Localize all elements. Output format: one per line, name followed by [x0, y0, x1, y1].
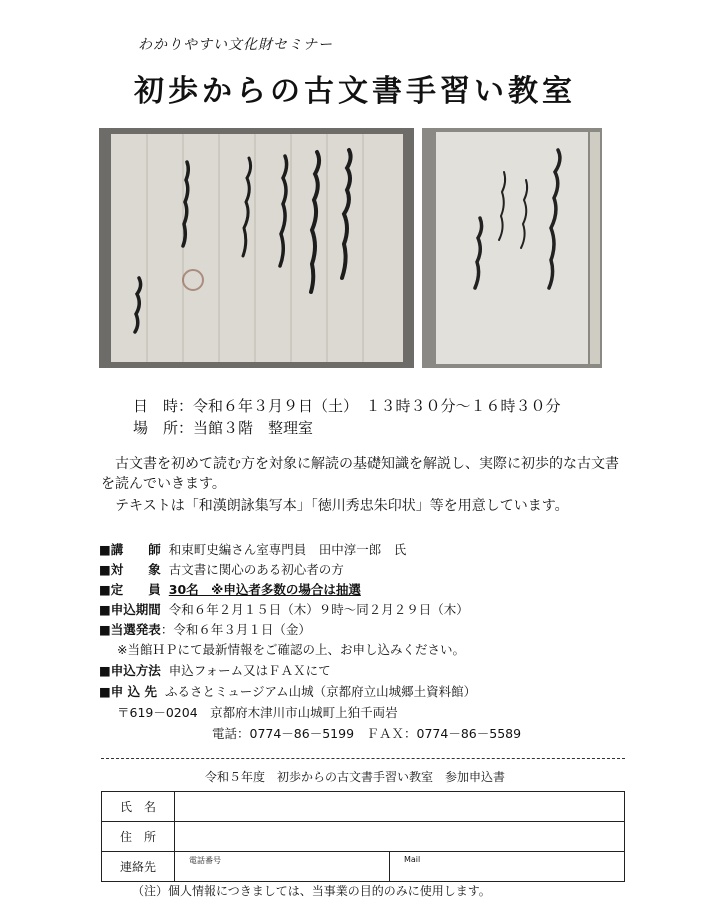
capacity-value: 30名 ※申込者多数の場合は抽選: [168, 582, 361, 597]
period-label: ■申込期間: [99, 602, 161, 617]
method-value: 申込フォーム又はＦＡＸにて: [168, 663, 331, 678]
phone-label: 電話番号: [189, 856, 221, 865]
date-row: [133, 395, 561, 416]
lecturer-label: ■講 師: [99, 542, 161, 557]
place-value: ：当館３階 整理室: [178, 419, 314, 437]
form-row-address: [102, 822, 625, 852]
contact-label: 連絡先: [102, 852, 175, 882]
address-field[interactable]: [175, 822, 625, 852]
method-label: ■申込方法: [99, 663, 161, 678]
period-value: 令和６年２月１５日（木）９時～同２月２９日（木）: [168, 602, 469, 617]
detail-target: [99, 560, 344, 578]
mail-field[interactable]: [390, 852, 625, 882]
announce-value: ：令和６年３月１日（金）: [160, 622, 311, 637]
mail-label: Mail: [404, 855, 421, 864]
detail-announce: [99, 620, 311, 638]
destination-label: ■申 込 先: [99, 684, 158, 699]
announce-label: ■当選発表: [99, 622, 161, 637]
announce-note: ※当館ＨＰにて最新情報をご確認の上、お申し込みください。: [117, 642, 465, 657]
detail-capacity: [99, 580, 361, 598]
detail-period: [99, 600, 469, 618]
date-label: 日 時: [133, 397, 179, 415]
capacity-label: ■定 員: [99, 582, 161, 597]
detail-lecturer: [99, 540, 406, 558]
place-label: 場 所: [133, 419, 179, 437]
description-paragraph-2: テキストは「和漢朗詠集写本」「徳川秀忠朱印状」等を用意しています。: [115, 498, 569, 514]
name-label: 氏 名: [102, 792, 175, 822]
form-title: 令和５年度 初歩からの古文書手習い教室 参加申込書: [204, 770, 505, 784]
place-row: [133, 417, 313, 438]
document-photo-left: [99, 128, 414, 368]
cut-line-divider: [101, 758, 625, 759]
destination-contact: 電話：0774－86－5199 ＦＡＸ：0774－86－5589: [212, 726, 522, 741]
privacy-note: （注）個人情報につきましては、当事業の目的のみに使用します。: [132, 884, 491, 898]
page-title: 初歩からの古文書手習い教室: [134, 74, 576, 109]
destination-value: ふるさとミュージアム山城（京都府立山城郷土資料館）: [164, 684, 477, 699]
detail-method: [99, 661, 331, 679]
lecturer-value: 和束町史編さん室専門員 田中淳一郎 氏: [168, 542, 407, 557]
description-paragraph-1: 古文書を初めて読む方を対象に解読の基礎知識を解説し、実際に初歩的な古文書を読んでいきます。: [101, 456, 619, 492]
document-photo-right-drawing: [422, 128, 602, 368]
form-row-name: [102, 792, 625, 822]
name-field[interactable]: [175, 792, 625, 822]
detail-destination: [99, 682, 476, 700]
date-value: ：令和６年３月９日（土） １３時３０分～１６時３０分: [178, 397, 561, 415]
document-photo-right: [422, 128, 602, 368]
phone-field[interactable]: [175, 852, 390, 882]
document-photo-left-drawing: [99, 128, 414, 368]
target-value: 古文書に関心のある初心者の方: [168, 562, 344, 577]
application-form: [101, 791, 625, 882]
target-label: ■対 象: [99, 562, 161, 577]
address-label: 住 所: [102, 822, 175, 852]
event-series-subtitle: わかりやすい文化財セミナー: [138, 37, 333, 53]
destination-address: 〒619－0204 京都府木津川市山城町上狛千両岩: [117, 705, 398, 720]
form-row-contact: [102, 852, 625, 882]
